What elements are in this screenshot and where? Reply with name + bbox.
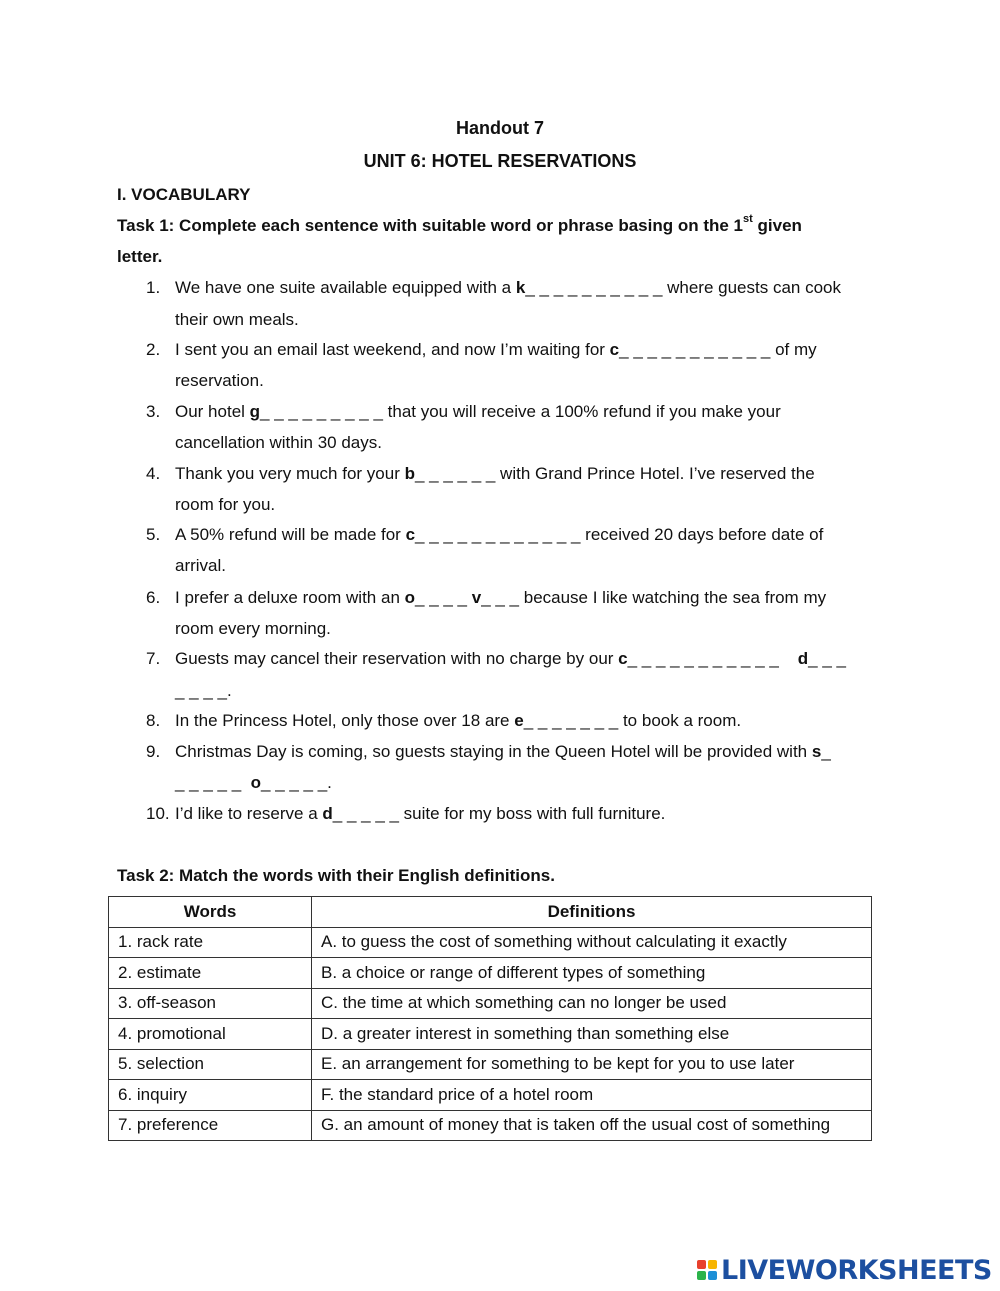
- sentence-5-cont: arrival.: [175, 556, 227, 575]
- handout-title: Handout 7: [456, 118, 544, 138]
- text: I prefer a deluxe room with an: [175, 588, 405, 607]
- sentence-3: [175, 402, 781, 422]
- section-heading: I. VOCABULARY: [117, 185, 251, 204]
- table-header-row: [109, 897, 872, 928]
- blank-text: _ _ _: [808, 649, 846, 668]
- task1-instruction: [117, 213, 802, 236]
- text: Our hotel: [175, 402, 250, 421]
- sentence-6-cont: room every morning.: [175, 619, 331, 638]
- hint-letter: o: [250, 773, 262, 792]
- sentence-2: [175, 340, 817, 360]
- blank-text: _ _ _ _ _.: [261, 773, 332, 792]
- column-header-words: Words: [109, 897, 312, 928]
- table-row: [109, 1019, 872, 1050]
- definition-cell: B. a choice or range of different types of something: [312, 958, 872, 989]
- definition-cell: E. an arrangement for something to be kept for you to use later: [312, 1049, 872, 1080]
- blank-text: _ _ _ _ _ _ _ _ _ _ _: [627, 649, 798, 668]
- logo-block: [697, 1260, 706, 1269]
- item-number: 3.: [146, 402, 161, 421]
- sentence-5: [175, 525, 823, 545]
- blank-text: _ _ _ _ _: [175, 773, 251, 792]
- word-cell: 6. inquiry: [109, 1080, 312, 1111]
- logo-blocks-icon: [697, 1260, 717, 1280]
- item-number: 5.: [146, 525, 161, 544]
- word-cell: 2. estimate: [109, 958, 312, 989]
- text: We have one suite available equipped with a: [175, 278, 516, 297]
- item-number: 10.: [146, 804, 170, 823]
- text: In the Princess Hotel, only those over 18 are: [175, 711, 515, 730]
- sentence-3-cont: cancellation within 30 days.: [175, 433, 382, 452]
- sentence-4-cont: room for you.: [175, 495, 276, 514]
- word-cell: 1. rack rate: [109, 927, 312, 958]
- item-number: 7.: [146, 649, 161, 668]
- sentence-6: [175, 588, 826, 608]
- sentence-9: [175, 742, 831, 762]
- unit-title: UNIT 6: HOTEL RESERVATIONS: [363, 151, 637, 171]
- blank-text: _ _ _ _: [415, 588, 472, 607]
- hint-letter: d: [322, 804, 333, 823]
- text: I sent you an email last weekend, and now I’m waiting for: [175, 340, 610, 359]
- table-row: [109, 1080, 872, 1111]
- table-row: [109, 988, 872, 1019]
- blank-text: _ _ _ because I like watching the sea from my: [481, 588, 827, 607]
- hint-letter: s: [811, 742, 822, 761]
- item-number: 2.: [146, 340, 161, 359]
- column-header-definitions: Definitions: [312, 897, 872, 928]
- table-row: [109, 958, 872, 989]
- definition-cell: G. an amount of money that is taken off the usual cost of something: [312, 1110, 872, 1141]
- word-cell: 7. preference: [109, 1110, 312, 1141]
- definition-cell: A. to guess the cost of something without calculating it exactly: [312, 927, 872, 958]
- hint-letter: g: [249, 402, 261, 421]
- table-row: [109, 1110, 872, 1141]
- logo-block: [708, 1271, 717, 1280]
- text: Thank you very much for your: [175, 464, 405, 483]
- word-cell: 5. selection: [109, 1049, 312, 1080]
- sentence-1-cont: their own meals.: [175, 310, 299, 329]
- blank-text: _ _ _ _ _ _ _ _ _ _ where guests can cook: [525, 278, 841, 297]
- task1-instruction-cont: letter.: [117, 247, 163, 266]
- definition-cell: F. the standard price of a hotel room: [312, 1080, 872, 1111]
- hint-letter: d: [797, 649, 809, 668]
- definition-cell: D. a greater interest in something than something else: [312, 1019, 872, 1050]
- blank-text: _ _ _ _ _ suite for my boss with full furniture.: [332, 804, 666, 823]
- hint-letter: e: [514, 711, 524, 730]
- sentence-7-cont: _ _ _ _.: [175, 681, 232, 700]
- matching-table: [108, 896, 872, 1141]
- logo-block: [708, 1260, 717, 1269]
- table-row: [109, 927, 872, 958]
- hint-letter: v: [471, 588, 482, 607]
- item-number: 4.: [146, 464, 161, 483]
- text: A 50% refund will be made for: [175, 525, 406, 544]
- word-cell: 3. off-season: [109, 988, 312, 1019]
- blank-text: _ _ _ _ _ _ _ _ _ that you will receive a 100% refund if you make your: [260, 402, 781, 421]
- task1-instruction-text: Task 1: Complete each sentence with suitable word or phrase basing on the 1: [117, 216, 744, 235]
- sentence-1: [175, 278, 841, 298]
- blank-text: _ _ _ _ _ _ _ to book a room.: [523, 711, 742, 730]
- item-number: 8.: [146, 711, 161, 730]
- blank-text: _ _ _ _ _ _ with Grand Prince Hotel. I’ve reserved the: [414, 464, 815, 483]
- blank-text: _ _ _ _ _ _ _ _ _ _ _ of my: [619, 340, 817, 359]
- item-number: 1.: [146, 278, 161, 297]
- hint-letter: c: [618, 649, 628, 668]
- sentence-8: [175, 711, 741, 731]
- hint-letter: o: [404, 588, 416, 607]
- definition-cell: C. the time at which something can no longer be used: [312, 988, 872, 1019]
- word-cell: 4. promotional: [109, 1019, 312, 1050]
- blank-text: _ _ _ _ _ _ _ _ _ _ _ _ received 20 days before date of: [415, 525, 824, 544]
- task1-instruction-sup: st: [743, 213, 753, 226]
- sentence-7: [175, 649, 846, 669]
- task2-instruction: Task 2: Match the words with their English definitions.: [117, 866, 555, 885]
- item-number: 6.: [146, 588, 161, 607]
- hint-letter: k: [515, 278, 526, 297]
- text: Christmas Day is coming, so guests staying in the Queen Hotel will be provided with: [175, 742, 812, 761]
- sentence-4: [175, 464, 815, 484]
- item-number: 9.: [146, 742, 161, 761]
- hint-letter: b: [404, 464, 415, 483]
- text: Guests may cancel their reservation with no charge by our: [175, 649, 619, 668]
- sentence-9-cont: [175, 773, 332, 793]
- text: I’d like to reserve a: [175, 804, 323, 823]
- sentence-10: [175, 804, 665, 824]
- blank-text: _: [821, 742, 831, 761]
- logo-text: LIVEWORKSHEETS: [721, 1254, 992, 1286]
- hint-letter: c: [405, 525, 416, 544]
- hint-letter: c: [609, 340, 620, 359]
- sentence-2-cont: reservation.: [175, 371, 264, 390]
- table-row: [109, 1049, 872, 1080]
- liveworksheets-logo[interactable]: [697, 1254, 992, 1286]
- logo-block: [697, 1271, 706, 1280]
- task1-instruction-text-end: given: [752, 216, 802, 235]
